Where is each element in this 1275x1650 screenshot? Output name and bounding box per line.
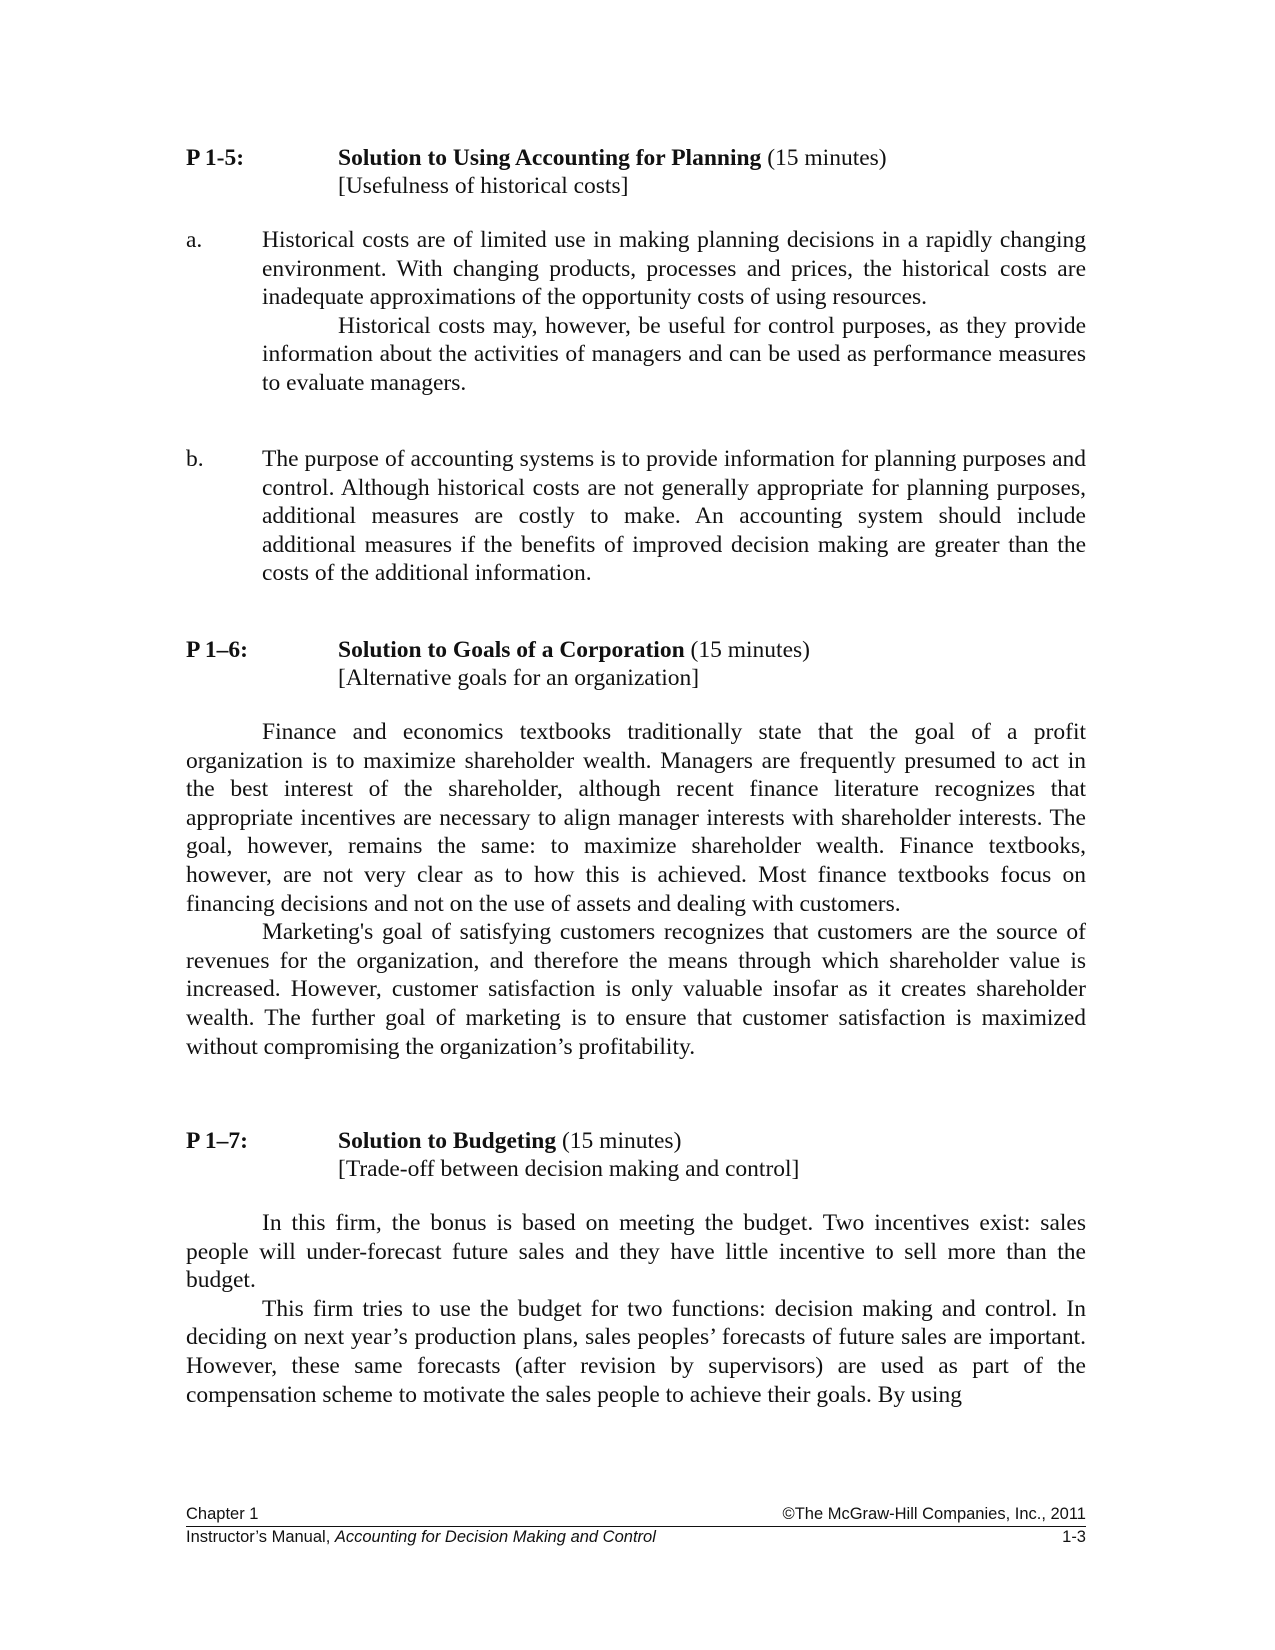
solution-body-p1-6 [186, 718, 1086, 1061]
problem-time: (15 minutes) [690, 637, 810, 663]
paragraph: Historical costs are of limited use in making planning decisions in a rapidly changing environment. With changing products, processes and prices, the historical costs are inadequate approximations of the opportunity costs of using resources. [262, 227, 1086, 311]
item-letter: a. [186, 227, 203, 253]
problem-topic: [Usefulness of historical costs] [338, 173, 629, 199]
item-body [262, 226, 1086, 398]
footer-manual-prefix: Instructor’s Manual, [186, 1528, 335, 1546]
paragraph: Marketing's goal of satisfying customers recognizes that customers are the source of revenues for the organization, and therefore the means through which shareholder value is increased. However, customer satisfaction is only valuable insofar as it creates shareholder wealth. The further goal of marketing is to ensure that customer satisfaction is maximized without compromising the organization’s profitability. [186, 919, 1086, 1060]
problem-time: (15 minutes) [767, 145, 887, 171]
footer-manual-title [186, 1527, 656, 1548]
problem-number: P 1–6: [186, 637, 249, 663]
problem-topic: [Alternative goals for an organization] [338, 665, 700, 691]
paragraph: In this firm, the bonus is based on meeting the budget. Two incentives exist: sales people will under-forecast future sales and they have little incentive to sell more than the budget. [186, 1210, 1086, 1294]
paragraph: Historical costs may, however, be useful for control purposes, as they provide information about the activities of managers and can be used as performance measures to evaluate managers. [262, 312, 1086, 396]
problem-title: Solution to Budgeting [338, 1128, 557, 1154]
problem-number: P 1–7: [186, 1128, 249, 1154]
paragraph: Finance and economics textbooks traditionally state that the goal of a profit organization is to maximize shareholder wealth. Managers are frequently presumed to act in the best interest of the shareholder, although recent finance literature recognizes that appropriate incentives are necessary to align manager interests with shareholder interests. The goal, however, remains the same: to maximize shareholder wealth. Finance textbooks, however, are not very clear as to how this is achieved. Most finance textbooks focus on financing decisions and not on the use of assets and dealing with customers. [186, 719, 1086, 917]
problem-title-line [338, 144, 887, 173]
problem-topic: [Trade-off between decision making and control] [338, 1156, 800, 1182]
footer-chapter: Chapter 1 [186, 1505, 259, 1523]
problem-number: P 1-5: [186, 145, 245, 171]
item-letter: b. [186, 446, 204, 472]
footer-top-row [186, 1504, 1086, 1526]
footer-copyright: ©The McGraw-Hill Companies, Inc., 2011 [782, 1505, 1086, 1523]
problem-title: Solution to Using Accounting for Planning [338, 145, 762, 171]
problem-title-line [338, 636, 810, 665]
problem-time: (15 minutes) [561, 1128, 682, 1154]
footer-page-number: 1-3 [1062, 1528, 1086, 1546]
problem-title-line [338, 1127, 681, 1156]
paragraph: The purpose of accounting systems is to provide information for planning purposes and control. Although historical costs are not generally appropriate for planning purposes, additional measures are costly to make. An accounting system should include additional measures if the benefits of improved decision making are greater than the costs of the additional information. [262, 446, 1086, 587]
footer-bottom-row [186, 1527, 1086, 1549]
page-footer [186, 1504, 1086, 1549]
problem-title: Solution to Goals of a Corporation [338, 637, 685, 663]
paragraph: This firm tries to use the budget for two functions: decision making and control. In deciding on next year’s production plans, sales peoples’ forecasts of future sales are important. However, these same forecasts (after revision by supervisors) are used as part of the compensation scheme to motivate the sales people to achieve their goals. By using [186, 1295, 1086, 1408]
solution-body-p1-7 [186, 1209, 1086, 1409]
footer-book-title: Accounting for Decision Making and Control [334, 1528, 656, 1546]
item-body [262, 445, 1086, 588]
